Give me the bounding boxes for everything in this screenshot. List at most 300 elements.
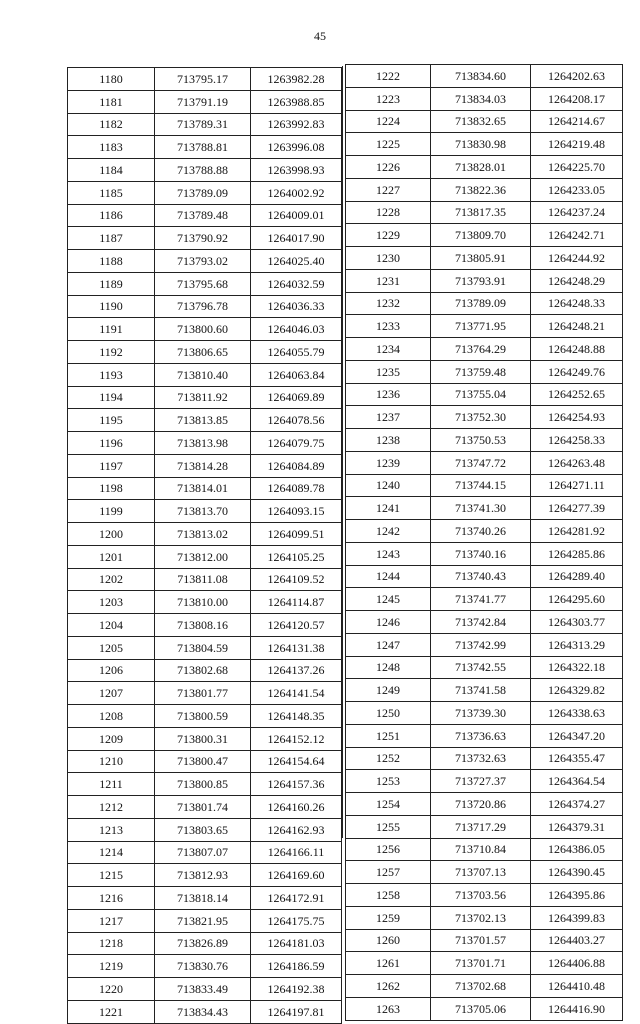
y-coordinate-cell: 1264017.90 (251, 227, 342, 250)
table-row (68, 363, 342, 386)
y-coordinate-cell: 1264002.92 (251, 181, 342, 204)
point-number-cell: 1207 (68, 682, 155, 705)
y-coordinate-cell: 1264322.18 (531, 656, 623, 679)
y-coordinate-cell: 1264329.82 (531, 679, 623, 702)
x-coordinate-cell: 713720.86 (431, 793, 531, 816)
y-coordinate-cell: 1264025.40 (251, 250, 342, 273)
table-row (68, 636, 342, 659)
y-coordinate-cell: 1264379.31 (531, 815, 623, 838)
y-coordinate-cell: 1264154.64 (251, 750, 342, 773)
y-coordinate-cell: 1264249.76 (531, 360, 623, 383)
point-number-cell: 1221 (68, 1000, 155, 1023)
y-coordinate-cell: 1264175.75 (251, 909, 342, 932)
x-coordinate-cell: 713814.01 (155, 477, 251, 500)
x-coordinate-cell: 713705.06 (431, 997, 531, 1020)
point-number-cell: 1240 (346, 474, 431, 497)
y-coordinate-cell: 1264099.51 (251, 523, 342, 546)
y-coordinate-cell: 1264263.48 (531, 451, 623, 474)
table-row (346, 520, 623, 543)
table-row (346, 542, 623, 565)
table-row (68, 773, 342, 796)
table-row (346, 451, 623, 474)
y-coordinate-cell: 1264410.48 (531, 975, 623, 998)
column-separator (342, 66, 343, 838)
table-row (68, 500, 342, 523)
point-number-cell: 1237 (346, 406, 431, 429)
table-row (68, 887, 342, 910)
x-coordinate-cell: 713810.40 (155, 363, 251, 386)
point-number-cell: 1228 (346, 201, 431, 224)
x-coordinate-cell: 713793.91 (431, 269, 531, 292)
y-coordinate-cell: 1264313.29 (531, 633, 623, 656)
x-coordinate-cell: 713789.09 (155, 181, 251, 204)
x-coordinate-cell: 713717.29 (431, 815, 531, 838)
table-row (68, 477, 342, 500)
y-coordinate-cell: 1264242.71 (531, 224, 623, 247)
point-number-cell: 1209 (68, 727, 155, 750)
table-row (68, 136, 342, 159)
x-coordinate-cell: 713802.68 (155, 659, 251, 682)
point-number-cell: 1263 (346, 997, 431, 1020)
point-number-cell: 1191 (68, 318, 155, 341)
table-row (68, 568, 342, 591)
x-coordinate-cell: 713788.88 (155, 159, 251, 182)
x-coordinate-cell: 713818.14 (155, 887, 251, 910)
x-coordinate-cell: 713741.58 (431, 679, 531, 702)
point-number-cell: 1259 (346, 906, 431, 929)
x-coordinate-cell: 713771.95 (431, 315, 531, 338)
y-coordinate-cell: 1264084.89 (251, 454, 342, 477)
point-number-cell: 1217 (68, 909, 155, 932)
table-row (68, 818, 342, 841)
x-coordinate-cell: 713826.89 (155, 932, 251, 955)
x-coordinate-cell: 713813.70 (155, 500, 251, 523)
point-number-cell: 1248 (346, 656, 431, 679)
x-coordinate-cell: 713732.63 (431, 747, 531, 770)
table-row (68, 181, 342, 204)
x-coordinate-cell: 713793.02 (155, 250, 251, 273)
x-coordinate-cell: 713791.19 (155, 90, 251, 113)
y-coordinate-cell: 1263998.93 (251, 159, 342, 182)
x-coordinate-cell: 713833.49 (155, 978, 251, 1001)
y-coordinate-cell: 1264186.59 (251, 955, 342, 978)
table-row (346, 884, 623, 907)
table-row (346, 497, 623, 520)
point-number-cell: 1213 (68, 818, 155, 841)
x-coordinate-cell: 713742.55 (431, 656, 531, 679)
table-row (68, 523, 342, 546)
y-coordinate-cell: 1264248.21 (531, 315, 623, 338)
x-coordinate-cell: 713808.16 (155, 614, 251, 637)
x-coordinate-cell: 713788.81 (155, 136, 251, 159)
x-coordinate-cell: 713739.30 (431, 702, 531, 725)
table-row (346, 724, 623, 747)
x-coordinate-cell: 713752.30 (431, 406, 531, 429)
table-row (346, 997, 623, 1020)
table-row (346, 793, 623, 816)
table-row (68, 727, 342, 750)
coordinates-table-right (345, 64, 623, 1021)
table-row (68, 841, 342, 864)
y-coordinate-cell: 1264225.70 (531, 156, 623, 179)
y-coordinate-cell: 1264390.45 (531, 861, 623, 884)
point-number-cell: 1234 (346, 338, 431, 361)
table-row (68, 978, 342, 1001)
table-row (346, 429, 623, 452)
table-row (346, 838, 623, 861)
point-number-cell: 1197 (68, 454, 155, 477)
y-coordinate-cell: 1264248.88 (531, 338, 623, 361)
y-coordinate-cell: 1264416.90 (531, 997, 623, 1020)
point-number-cell: 1233 (346, 315, 431, 338)
x-coordinate-cell: 713789.31 (155, 113, 251, 136)
point-number-cell: 1227 (346, 178, 431, 201)
table-row (68, 750, 342, 773)
y-coordinate-cell: 1264219.48 (531, 133, 623, 156)
y-coordinate-cell: 1264403.27 (531, 929, 623, 952)
y-coordinate-cell: 1264114.87 (251, 591, 342, 614)
table-row (346, 747, 623, 770)
table-row (68, 705, 342, 728)
table-row (346, 133, 623, 156)
y-coordinate-cell: 1264160.26 (251, 796, 342, 819)
x-coordinate-cell: 713832.65 (431, 110, 531, 133)
point-number-cell: 1216 (68, 887, 155, 910)
point-number-cell: 1252 (346, 747, 431, 770)
y-coordinate-cell: 1264120.57 (251, 614, 342, 637)
x-coordinate-cell: 713830.76 (155, 955, 251, 978)
x-coordinate-cell: 713795.17 (155, 68, 251, 91)
y-coordinate-cell: 1264399.83 (531, 906, 623, 929)
table-row (346, 110, 623, 133)
x-coordinate-cell: 713740.43 (431, 565, 531, 588)
point-number-cell: 1250 (346, 702, 431, 725)
x-coordinate-cell: 713759.48 (431, 360, 531, 383)
point-number-cell: 1251 (346, 724, 431, 747)
x-coordinate-cell: 713822.36 (431, 178, 531, 201)
y-coordinate-cell: 1264386.05 (531, 838, 623, 861)
table-row (346, 269, 623, 292)
x-coordinate-cell: 713800.85 (155, 773, 251, 796)
table-row (346, 861, 623, 884)
point-number-cell: 1187 (68, 227, 155, 250)
y-coordinate-cell: 1264166.11 (251, 841, 342, 864)
point-number-cell: 1201 (68, 545, 155, 568)
point-number-cell: 1222 (346, 65, 431, 88)
point-number-cell: 1180 (68, 68, 155, 91)
point-number-cell: 1203 (68, 591, 155, 614)
x-coordinate-cell: 713801.77 (155, 682, 251, 705)
x-coordinate-cell: 713702.13 (431, 906, 531, 929)
table-row (346, 383, 623, 406)
x-coordinate-cell: 713790.92 (155, 227, 251, 250)
y-coordinate-cell: 1264258.33 (531, 429, 623, 452)
y-coordinate-cell: 1264093.15 (251, 500, 342, 523)
y-coordinate-cell: 1264281.92 (531, 520, 623, 543)
x-coordinate-cell: 713809.70 (431, 224, 531, 247)
y-coordinate-cell: 1264172.91 (251, 887, 342, 910)
x-coordinate-cell: 713755.04 (431, 383, 531, 406)
y-coordinate-cell: 1264055.79 (251, 341, 342, 364)
x-coordinate-cell: 713710.84 (431, 838, 531, 861)
x-coordinate-cell: 713701.71 (431, 952, 531, 975)
y-coordinate-cell: 1264364.54 (531, 770, 623, 793)
point-number-cell: 1184 (68, 159, 155, 182)
x-coordinate-cell: 713811.08 (155, 568, 251, 591)
table-row (346, 360, 623, 383)
y-coordinate-cell: 1264338.63 (531, 702, 623, 725)
x-coordinate-cell: 713821.95 (155, 909, 251, 932)
point-number-cell: 1196 (68, 432, 155, 455)
point-number-cell: 1245 (346, 588, 431, 611)
point-number-cell: 1206 (68, 659, 155, 682)
y-coordinate-cell: 1263982.28 (251, 68, 342, 91)
table-row (346, 474, 623, 497)
table-row (68, 932, 342, 955)
y-coordinate-cell: 1264069.89 (251, 386, 342, 409)
table-row (346, 770, 623, 793)
y-coordinate-cell: 1264078.56 (251, 409, 342, 432)
table-row (68, 227, 342, 250)
point-number-cell: 1219 (68, 955, 155, 978)
table-row (346, 975, 623, 998)
point-number-cell: 1195 (68, 409, 155, 432)
y-coordinate-cell: 1264303.77 (531, 611, 623, 634)
y-coordinate-cell: 1264355.47 (531, 747, 623, 770)
point-number-cell: 1202 (68, 568, 155, 591)
point-number-cell: 1253 (346, 770, 431, 793)
point-number-cell: 1214 (68, 841, 155, 864)
point-number-cell: 1224 (346, 110, 431, 133)
y-coordinate-cell: 1264248.33 (531, 292, 623, 315)
y-coordinate-cell: 1264137.26 (251, 659, 342, 682)
x-coordinate-cell: 713744.15 (431, 474, 531, 497)
point-number-cell: 1204 (68, 614, 155, 637)
point-number-cell: 1230 (346, 247, 431, 270)
x-coordinate-cell: 713789.48 (155, 204, 251, 227)
x-coordinate-cell: 713727.37 (431, 770, 531, 793)
point-number-cell: 1186 (68, 204, 155, 227)
x-coordinate-cell: 713800.47 (155, 750, 251, 773)
y-coordinate-cell: 1264277.39 (531, 497, 623, 520)
point-number-cell: 1260 (346, 929, 431, 952)
point-number-cell: 1231 (346, 269, 431, 292)
point-number-cell: 1215 (68, 864, 155, 887)
point-number-cell: 1232 (346, 292, 431, 315)
table-row (346, 929, 623, 952)
point-number-cell: 1223 (346, 87, 431, 110)
table-row (68, 682, 342, 705)
y-coordinate-cell: 1264109.52 (251, 568, 342, 591)
table-row (68, 591, 342, 614)
point-number-cell: 1193 (68, 363, 155, 386)
x-coordinate-cell: 713813.85 (155, 409, 251, 432)
x-coordinate-cell: 713800.31 (155, 727, 251, 750)
point-number-cell: 1229 (346, 224, 431, 247)
x-coordinate-cell: 713747.72 (431, 451, 531, 474)
point-number-cell: 1247 (346, 633, 431, 656)
x-coordinate-cell: 713800.59 (155, 705, 251, 728)
y-coordinate-cell: 1264089.78 (251, 477, 342, 500)
table-row (68, 68, 342, 91)
point-number-cell: 1255 (346, 815, 431, 838)
y-coordinate-cell: 1264244.92 (531, 247, 623, 270)
x-coordinate-cell: 713811.92 (155, 386, 251, 409)
x-coordinate-cell: 713740.26 (431, 520, 531, 543)
table-row (68, 614, 342, 637)
x-coordinate-cell: 713810.00 (155, 591, 251, 614)
table-row (68, 454, 342, 477)
table-row (346, 611, 623, 634)
x-coordinate-cell: 713813.02 (155, 523, 251, 546)
x-coordinate-cell: 713795.68 (155, 272, 251, 295)
point-number-cell: 1249 (346, 679, 431, 702)
point-number-cell: 1212 (68, 796, 155, 819)
x-coordinate-cell: 713828.01 (431, 156, 531, 179)
point-number-cell: 1198 (68, 477, 155, 500)
point-number-cell: 1220 (68, 978, 155, 1001)
point-number-cell: 1185 (68, 181, 155, 204)
y-coordinate-cell: 1264406.88 (531, 952, 623, 975)
point-number-cell: 1236 (346, 383, 431, 406)
y-coordinate-cell: 1264248.29 (531, 269, 623, 292)
point-number-cell: 1239 (346, 451, 431, 474)
y-coordinate-cell: 1264252.65 (531, 383, 623, 406)
table-row (68, 796, 342, 819)
y-coordinate-cell: 1264271.11 (531, 474, 623, 497)
table-row (68, 341, 342, 364)
point-number-cell: 1256 (346, 838, 431, 861)
table-row (346, 633, 623, 656)
y-coordinate-cell: 1263988.85 (251, 90, 342, 113)
y-coordinate-cell: 1264105.25 (251, 545, 342, 568)
x-coordinate-cell: 713750.53 (431, 429, 531, 452)
table-row (68, 545, 342, 568)
table-row (346, 156, 623, 179)
y-coordinate-cell: 1264181.03 (251, 932, 342, 955)
x-coordinate-cell: 713764.29 (431, 338, 531, 361)
x-coordinate-cell: 713804.59 (155, 636, 251, 659)
y-coordinate-cell: 1264148.35 (251, 705, 342, 728)
point-number-cell: 1188 (68, 250, 155, 273)
point-number-cell: 1194 (68, 386, 155, 409)
table-row (346, 247, 623, 270)
y-coordinate-cell: 1264046.03 (251, 318, 342, 341)
point-number-cell: 1241 (346, 497, 431, 520)
x-coordinate-cell: 713796.78 (155, 295, 251, 318)
table-row (346, 178, 623, 201)
x-coordinate-cell: 713812.00 (155, 545, 251, 568)
y-coordinate-cell: 1264032.59 (251, 272, 342, 295)
point-number-cell: 1258 (346, 884, 431, 907)
point-number-cell: 1200 (68, 523, 155, 546)
point-number-cell: 1257 (346, 861, 431, 884)
table-row (68, 204, 342, 227)
x-coordinate-cell: 713742.99 (431, 633, 531, 656)
y-coordinate-cell: 1264192.38 (251, 978, 342, 1001)
table-row (346, 702, 623, 725)
x-coordinate-cell: 713703.56 (431, 884, 531, 907)
point-number-cell: 1246 (346, 611, 431, 634)
table-row (346, 315, 623, 338)
point-number-cell: 1183 (68, 136, 155, 159)
y-coordinate-cell: 1264347.20 (531, 724, 623, 747)
table-row (346, 679, 623, 702)
point-number-cell: 1181 (68, 90, 155, 113)
table-row (68, 409, 342, 432)
table-row (68, 864, 342, 887)
table-row (346, 201, 623, 224)
table-row (68, 318, 342, 341)
y-coordinate-cell: 1264295.60 (531, 588, 623, 611)
table-row (68, 90, 342, 113)
table-row (346, 906, 623, 929)
y-coordinate-cell: 1264009.01 (251, 204, 342, 227)
x-coordinate-cell: 713834.03 (431, 87, 531, 110)
point-number-cell: 1235 (346, 360, 431, 383)
x-coordinate-cell: 713807.07 (155, 841, 251, 864)
table-row (68, 295, 342, 318)
x-coordinate-cell: 713801.74 (155, 796, 251, 819)
point-number-cell: 1242 (346, 520, 431, 543)
point-number-cell: 1244 (346, 565, 431, 588)
x-coordinate-cell: 713742.84 (431, 611, 531, 634)
y-coordinate-cell: 1264289.40 (531, 565, 623, 588)
coordinates-table-left (67, 67, 342, 1024)
y-coordinate-cell: 1264152.12 (251, 727, 342, 750)
x-coordinate-cell: 713813.98 (155, 432, 251, 455)
y-coordinate-cell: 1264374.27 (531, 793, 623, 816)
table-row (346, 565, 623, 588)
table-row (68, 909, 342, 932)
x-coordinate-cell: 713805.91 (431, 247, 531, 270)
y-coordinate-cell: 1264157.36 (251, 773, 342, 796)
table-row (346, 87, 623, 110)
table-row (68, 113, 342, 136)
table-row (346, 815, 623, 838)
point-number-cell: 1190 (68, 295, 155, 318)
point-number-cell: 1254 (346, 793, 431, 816)
point-number-cell: 1211 (68, 773, 155, 796)
page-number: 45 (314, 29, 326, 43)
point-number-cell: 1192 (68, 341, 155, 364)
x-coordinate-cell: 713741.30 (431, 497, 531, 520)
x-coordinate-cell: 713741.77 (431, 588, 531, 611)
y-coordinate-cell: 1264208.17 (531, 87, 623, 110)
table-row (68, 272, 342, 295)
x-coordinate-cell: 713834.43 (155, 1000, 251, 1023)
x-coordinate-cell: 713707.13 (431, 861, 531, 884)
y-coordinate-cell: 1264063.84 (251, 363, 342, 386)
point-number-cell: 1218 (68, 932, 155, 955)
y-coordinate-cell: 1263992.83 (251, 113, 342, 136)
x-coordinate-cell: 713812.93 (155, 864, 251, 887)
x-coordinate-cell: 713814.28 (155, 454, 251, 477)
point-number-cell: 1261 (346, 952, 431, 975)
x-coordinate-cell: 713806.65 (155, 341, 251, 364)
table-row (68, 159, 342, 182)
table-row (346, 656, 623, 679)
x-coordinate-cell: 713800.60 (155, 318, 251, 341)
y-coordinate-cell: 1264214.67 (531, 110, 623, 133)
table-row (346, 952, 623, 975)
x-coordinate-cell: 713803.65 (155, 818, 251, 841)
point-number-cell: 1210 (68, 750, 155, 773)
table-row (68, 386, 342, 409)
y-coordinate-cell: 1264169.60 (251, 864, 342, 887)
y-coordinate-cell: 1264237.24 (531, 201, 623, 224)
x-coordinate-cell: 713817.35 (431, 201, 531, 224)
